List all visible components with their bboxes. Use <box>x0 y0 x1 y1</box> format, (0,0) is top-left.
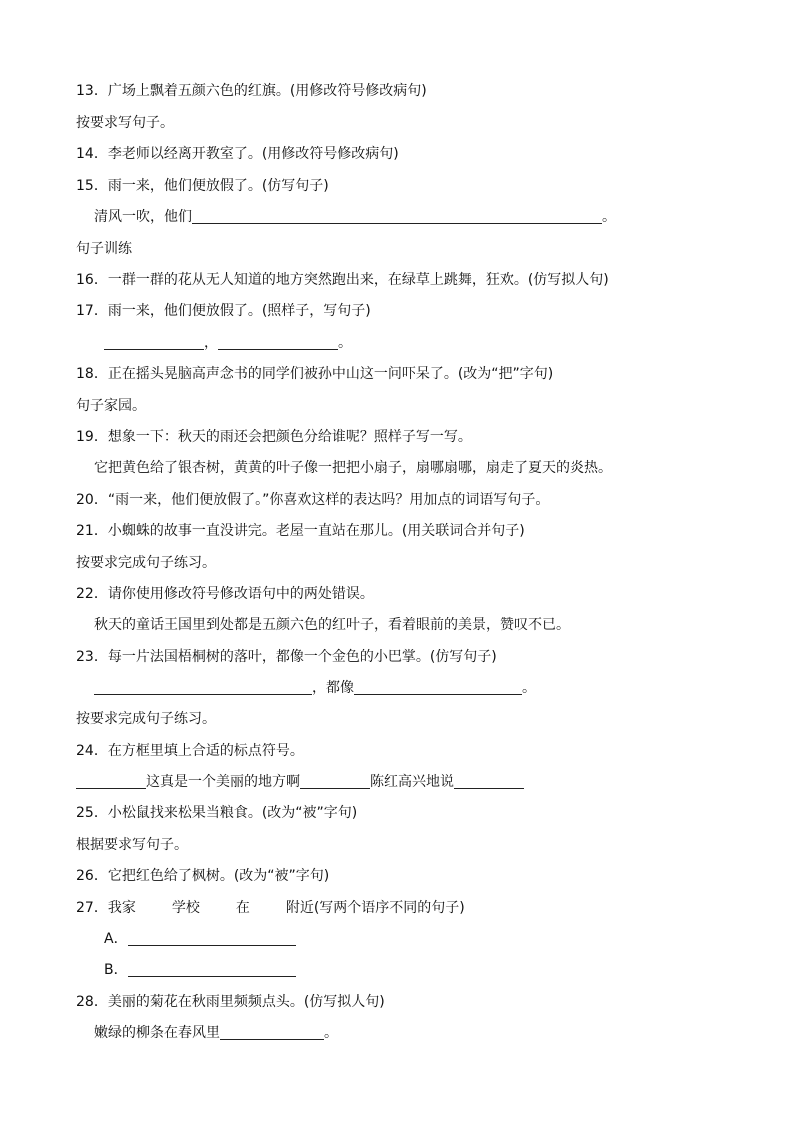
answer-blank[interactable] <box>354 678 522 695</box>
q15-prompt: 清风一吹，他们 <box>94 209 192 225</box>
question-14: 14．李老师以经离开教室了。(用修改符号修改病句) <box>76 146 399 162</box>
question-28-answer <box>94 1022 338 1044</box>
question-15-answer <box>94 206 616 228</box>
answer-blank[interactable] <box>128 960 296 977</box>
question-27-b <box>104 959 296 981</box>
section-heading: 按要求完成句子练习。 <box>76 711 216 727</box>
question-24-answer <box>76 771 524 793</box>
question-25: 25．小松鼠找来松果当粮食。(改为“被”字句) <box>76 805 358 821</box>
punctuation-box[interactable] <box>300 772 370 789</box>
question-26: 26．它把红色给了枫树。(改为“被”字句) <box>76 868 330 884</box>
q24-speaker: 陈红高兴地说 <box>370 774 454 790</box>
question-18: 18．正在摇头晃脑高声念书的同学们被孙中山这一问吓呆了。(改为“把”字句) <box>76 366 554 382</box>
punctuation-box[interactable] <box>76 772 146 789</box>
q23-middle: ，都像 <box>312 680 354 696</box>
section-heading: 按要求写句子。 <box>76 115 174 131</box>
q17-period: 。 <box>338 335 352 351</box>
q23-period: 。 <box>522 680 536 696</box>
question-27 <box>76 897 465 919</box>
q27-label-b: B． <box>104 962 128 978</box>
q27-word-1: 27．我家 <box>76 900 136 916</box>
q27-word-4: 附近(写两个语序不同的句子) <box>285 900 465 916</box>
answer-blank[interactable] <box>220 1023 324 1040</box>
question-19-example: 它把黄色给了银杏树，黄黄的叶子像一把把小扇子，扇哪扇哪，扇走了夏天的炎热。 <box>94 460 612 476</box>
answer-blank[interactable] <box>128 929 296 946</box>
section-heading: 根据要求写句子。 <box>76 837 188 853</box>
question-23-answer <box>94 677 536 699</box>
section-heading: 按要求完成句子练习。 <box>76 555 216 571</box>
answer-blank[interactable] <box>192 207 602 224</box>
question-21: 21．小蜘蛛的故事一直没讲完。老屋一直站在那儿。(用关联词合并句子) <box>76 523 525 539</box>
answer-blank[interactable] <box>94 678 312 695</box>
question-23: 23．每一片法国梧桐树的落叶，都像一个金色的小巴掌。(仿写句子) <box>76 649 497 665</box>
question-16: 16．一群一群的花从无人知道的地方突然跑出来，在绿草上跳舞，狂欢。(仿写拟人句) <box>76 272 609 288</box>
answer-blank[interactable] <box>104 333 204 350</box>
answer-blank[interactable] <box>218 333 338 350</box>
question-22-example: 秋天的童话王国里到处都是五颜六色的红叶子，看着眼前的美景，赞叹不已。 <box>94 617 570 633</box>
q27-word-2: 学校 <box>171 900 200 916</box>
section-heading: 句子训练 <box>76 241 132 257</box>
question-28: 28．美丽的菊花在秋雨里频频点头。(仿写拟人句) <box>76 994 385 1010</box>
question-24: 24．在方框里填上合适的标点符号。 <box>76 743 304 759</box>
punctuation-box[interactable] <box>454 772 524 789</box>
question-19: 19．想象一下：秋天的雨还会把颜色分给谁呢？照样子写一写。 <box>76 429 472 445</box>
q27-label-a: A． <box>104 931 128 947</box>
question-17: 17．雨一来，他们便放假了。(照样子，写句子) <box>76 303 371 319</box>
q28-period: 。 <box>324 1025 338 1041</box>
q24-sentence: 这真是一个美丽的地方啊 <box>146 774 300 790</box>
question-27-a <box>104 928 296 950</box>
q17-comma: ， <box>204 335 218 351</box>
q15-period: 。 <box>602 209 616 225</box>
question-17-answer <box>104 332 352 354</box>
question-15: 15．雨一来，他们便放假了。(仿写句子) <box>76 178 329 194</box>
section-heading: 句子家园。 <box>76 398 146 414</box>
question-20: 20．“雨一来，他们便放假了。”你喜欢这样的表达吗？用加点的词语写句子。 <box>76 492 550 508</box>
question-13: 13．广场上飘着五颜六色的红旗。(用修改符号修改病句) <box>76 83 427 99</box>
q28-prompt: 嫩绿的柳条在春风里 <box>94 1025 220 1041</box>
q27-word-3: 在 <box>235 900 250 916</box>
question-22: 22．请你使用修改符号修改语句中的两处错误。 <box>76 586 374 602</box>
